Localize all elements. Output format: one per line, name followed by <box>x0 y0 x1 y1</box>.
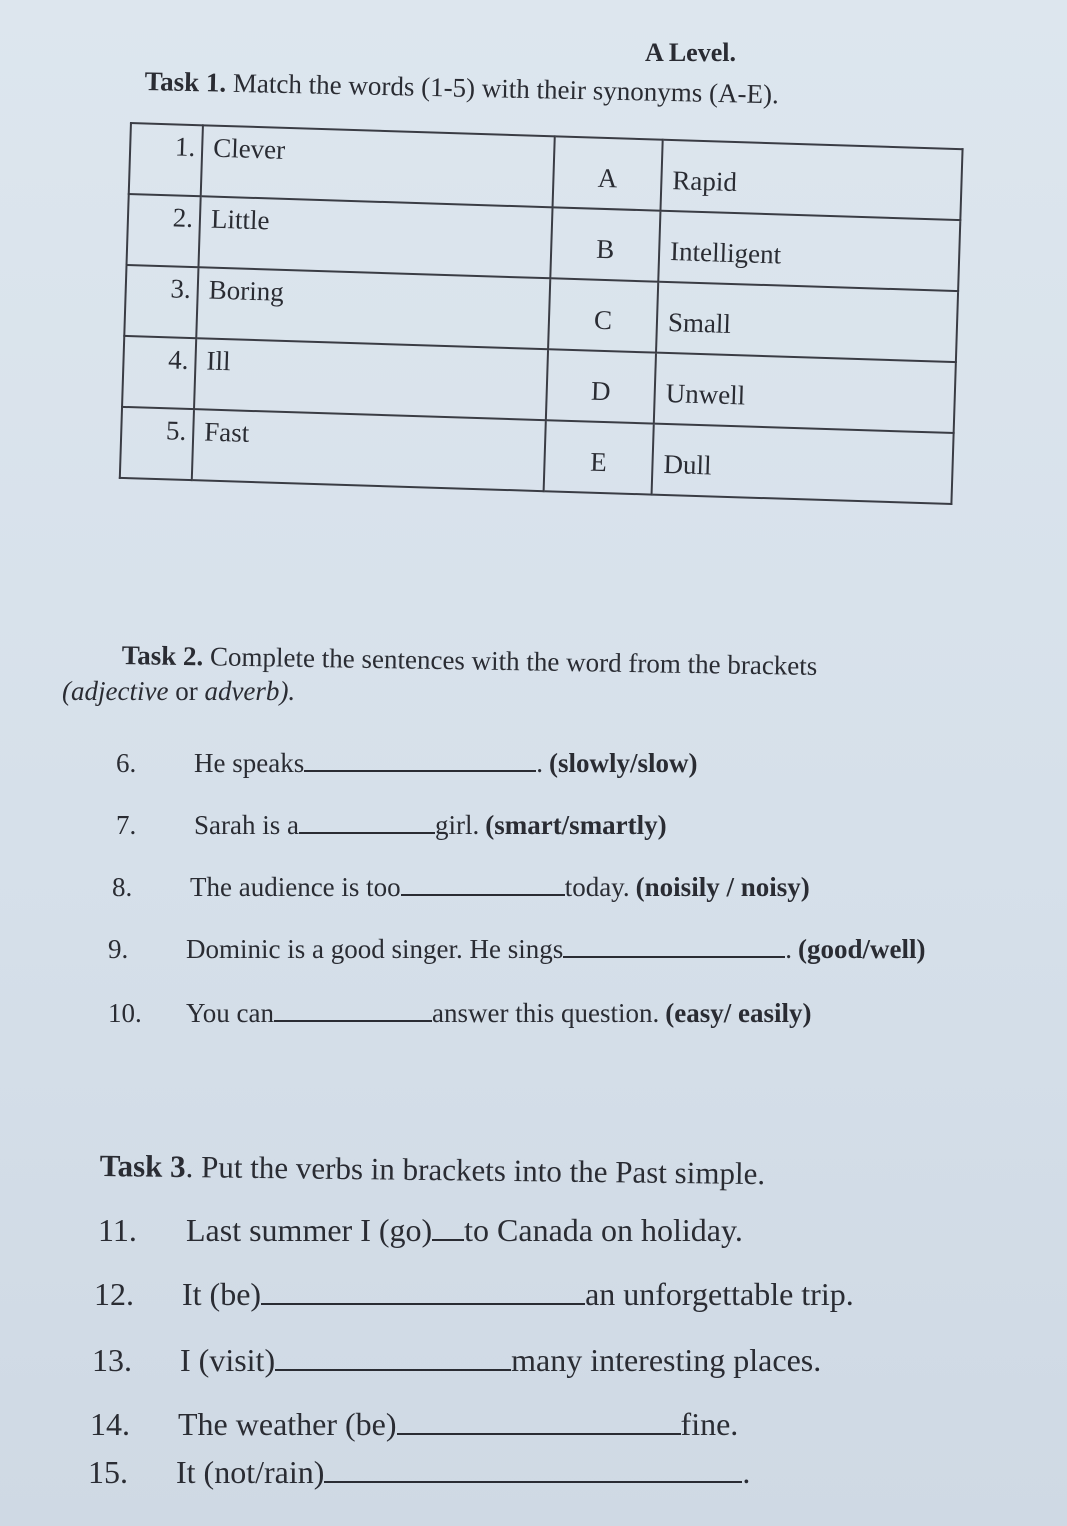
item-text-after: an unforgettable trip. <box>585 1276 854 1312</box>
item-hint: (smart/smartly) <box>485 810 667 840</box>
task2-item <box>116 748 697 779</box>
word-cell: Clever <box>201 125 555 207</box>
item-text-after: . <box>536 748 543 778</box>
matching-table <box>119 122 964 505</box>
task3-item <box>90 1406 738 1443</box>
or-word: or <box>168 676 205 706</box>
answer-blank[interactable] <box>401 872 565 896</box>
synonym-cell: Rapid <box>660 140 962 220</box>
item-text-before: The weather (be) <box>178 1406 397 1442</box>
item-number: 12. <box>94 1276 134 1312</box>
item-text-before: Sarah is a <box>194 810 299 840</box>
task3-label: Task 3 <box>99 1148 186 1185</box>
item-number: 13. <box>92 1342 132 1378</box>
item-number: 6. <box>116 748 137 778</box>
item-text-after: . <box>785 934 792 964</box>
item-text-before: Last summer I (go) <box>186 1212 433 1248</box>
answer-blank[interactable] <box>261 1281 585 1305</box>
item-number: 10. <box>108 998 142 1028</box>
word-cell: Fast <box>192 409 546 491</box>
paren-close: ). <box>279 676 296 706</box>
row-number: 3. <box>124 265 198 338</box>
task3-item <box>94 1276 854 1313</box>
item-text-after: girl. <box>434 810 480 840</box>
answer-blank[interactable] <box>274 998 432 1022</box>
item-text-before: It (be) <box>182 1276 262 1312</box>
task2-item <box>116 810 667 841</box>
row-number: 5. <box>120 407 194 480</box>
letter-cell: E <box>544 420 654 494</box>
item-text-after: answer this question. <box>432 998 660 1028</box>
word-cell: Ill <box>194 338 548 420</box>
answer-blank[interactable] <box>397 1411 681 1435</box>
level-heading: A Level. <box>645 38 736 67</box>
row-number: 4. <box>122 336 196 409</box>
letter-cell: D <box>546 349 656 423</box>
synonym-cell: Unwell <box>654 353 956 433</box>
task1-label: Task 1. <box>144 66 227 98</box>
item-hint: (noisily / noisy) <box>635 872 810 902</box>
answer-blank[interactable] <box>563 934 785 958</box>
item-text-before: I (visit) <box>180 1342 276 1378</box>
task2-item <box>112 872 810 903</box>
task3-item <box>98 1212 743 1249</box>
item-text-after: to Canada on holiday. <box>464 1212 743 1248</box>
task2-item <box>108 998 811 1029</box>
item-hint: (easy/ easily) <box>665 998 812 1028</box>
item-text-after: today. <box>564 872 630 902</box>
letter-cell: A <box>553 136 663 210</box>
item-text-before: Dominic is a good singer. He sings <box>186 934 564 964</box>
item-text-after: . <box>742 1454 751 1490</box>
answer-blank[interactable] <box>304 748 536 772</box>
task2-subtitle <box>62 676 295 707</box>
word-cell: Little <box>198 196 552 278</box>
item-hint: (good/well) <box>797 934 926 964</box>
task1-title <box>144 66 779 110</box>
letter-cell: C <box>548 278 658 352</box>
synonym-cell: Intelligent <box>658 211 960 291</box>
item-text-before: It (not/rain) <box>176 1454 325 1490</box>
task3-item <box>92 1342 821 1379</box>
task3-item <box>88 1454 750 1491</box>
item-text-after: many interesting places. <box>511 1342 822 1378</box>
letter-cell: B <box>550 207 660 281</box>
task2-instruction: Complete the sentences with the word from the brackets <box>209 641 818 681</box>
item-text-before: The audience is too <box>190 872 401 902</box>
item-text-after: fine. <box>680 1406 739 1442</box>
answer-blank[interactable] <box>275 1347 511 1371</box>
item-number: 8. <box>112 872 133 902</box>
item-hint: (slowly/slow) <box>548 748 698 778</box>
item-number: 15. <box>88 1454 128 1490</box>
item-number: 14. <box>90 1406 130 1442</box>
synonym-cell: Dull <box>652 424 954 504</box>
answer-blank[interactable] <box>432 1217 464 1241</box>
task2-label: Task 2. <box>121 640 204 672</box>
item-number: 11. <box>98 1212 137 1248</box>
task3-title <box>100 1148 766 1192</box>
item-number: 7. <box>116 810 137 840</box>
answer-blank[interactable] <box>324 1459 742 1483</box>
paren-open: ( <box>62 676 71 706</box>
item-text-before: You can <box>186 998 275 1028</box>
adverb-word: adverb <box>204 676 280 706</box>
task2-item <box>108 934 925 965</box>
answer-blank[interactable] <box>299 810 435 834</box>
item-text-before: He speaks <box>194 748 305 778</box>
word-cell: Boring <box>196 267 550 349</box>
adjective-word: adjective <box>71 676 169 706</box>
item-number: 9. <box>108 934 129 964</box>
row-number: 1. <box>129 123 203 196</box>
task1-instruction: Match the words (1-5) with their synonyms (A-E). <box>232 67 780 110</box>
synonym-cell: Small <box>656 282 958 362</box>
task3-instruction: . Put the verbs in brackets into the Past simple. <box>185 1149 766 1192</box>
row-number: 2. <box>127 194 201 267</box>
